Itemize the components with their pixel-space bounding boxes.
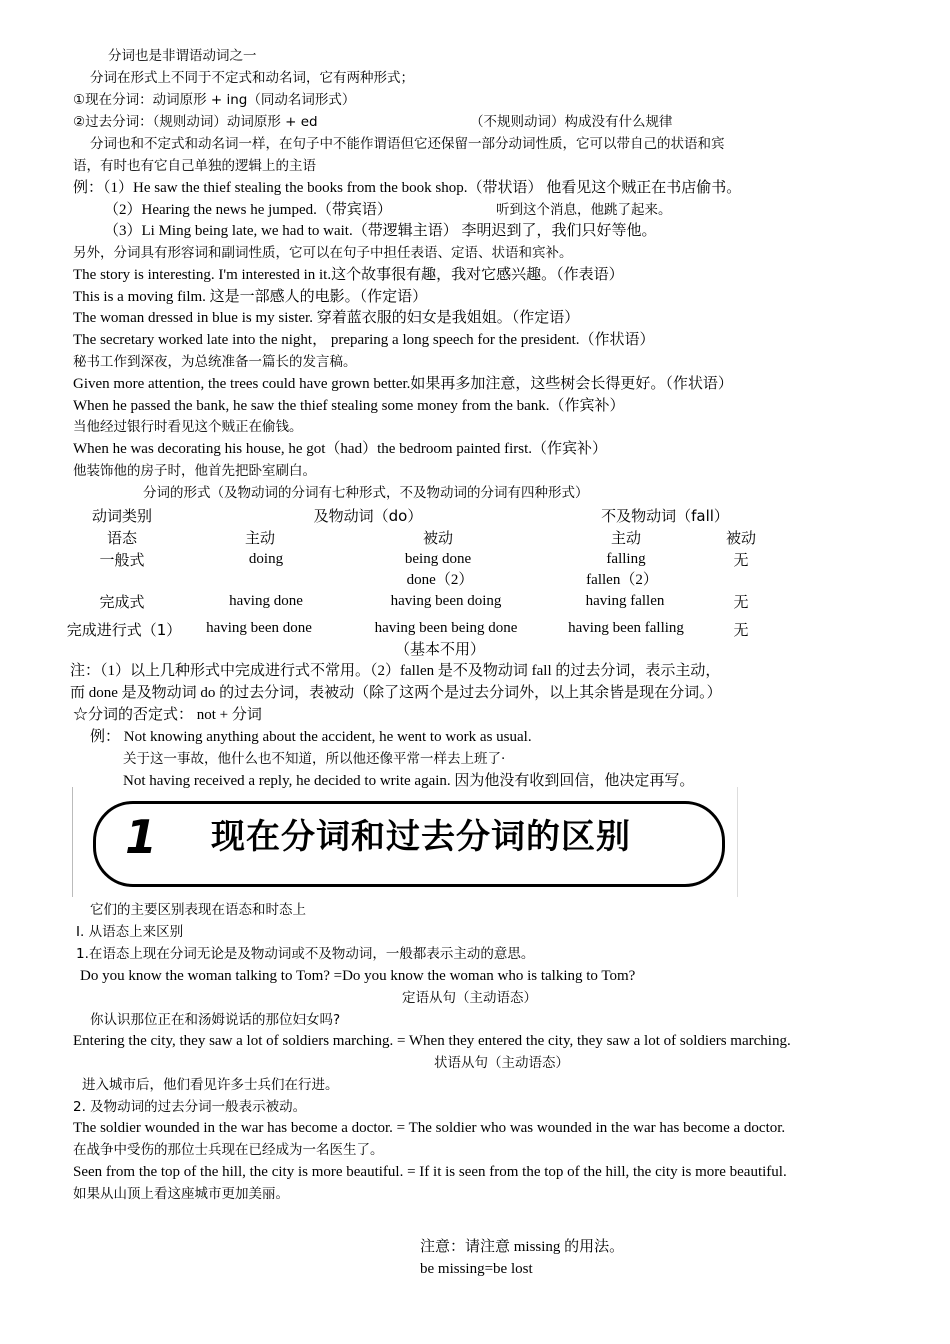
- row-pp-note: （基本不用）: [394, 640, 486, 658]
- functions-intro: 另外，分词具有形容词和副词性质，它可以在句子中担任表语、定语、状语和宾补。: [73, 245, 573, 261]
- function-adverbial-2: Given more attention, the trees could have grown better.如果再多加注意，这些树会长得更好。（作状语）: [73, 376, 733, 392]
- section-intro: 它们的主要区别表现在语态和时态上: [90, 902, 306, 918]
- function-attributive-2: The woman dressed in blue is my sister. 穿着蓝衣服的妇女是我姐姐。（作定语）: [73, 310, 580, 326]
- header-passive-trans: 被动: [422, 529, 454, 547]
- rule-1-example-2-translation: 进入城市后，他们看见许多士兵们在行进。: [82, 1077, 339, 1093]
- negative-example-2: Not having received a reply, he decided to write again. 因为他没有收到回信，他决定再写。: [123, 773, 695, 789]
- rule-2-example-2: Seen from the top of the hill, the city is more beautiful. = If it is seen from the top of the hill, the city is more beautiful.: [73, 1164, 787, 1180]
- row-simple-active-intrans-alt: fallen（2）: [586, 572, 658, 588]
- function-complement-1: When he passed the bank, he saw the thief stealing some money from the bank.（作宾补）: [73, 398, 625, 414]
- rule-2-example-1: The soldier wounded in the war has become a doctor. = The soldier who was wounded in the war has become a doctor.: [73, 1120, 786, 1136]
- banner-number: 1: [125, 810, 158, 864]
- rule-1-example-1: Do you know the woman talking to Tom? =Do you know the woman who is talking to Tom?: [80, 968, 636, 984]
- header-active-trans: 主动: [244, 529, 276, 547]
- example-1: 例：（1）He saw the thief stealing the books from the book shop.（带状语） 他看见这个贼正在书店偷书。: [73, 180, 742, 196]
- rule-2: 2. 及物动词的过去分词一般表示被动。: [73, 1099, 307, 1115]
- row-simple-passive-intrans: 无: [733, 551, 749, 569]
- row-simple-passive-trans: being done: [404, 551, 472, 567]
- row-pp-active-trans: having been done: [206, 620, 312, 636]
- header-intransitive: 不及物动词（fall）: [601, 507, 729, 525]
- function-complement-2: When he was decorating his house, he got（had）the bedroom painted first.（作宾补）: [73, 441, 608, 457]
- rule-2-example-2-translation: 如果从山顶上看这座城市更加美丽。: [73, 1186, 289, 1202]
- intro-line-3: ①现在分词：动词原形 + ing（同动名词形式）: [73, 92, 356, 108]
- function-complement-1-translation: 当他经过银行时看见这个贼正在偷钱。: [73, 419, 303, 435]
- function-attributive-1: This is a moving film. 这是一部感人的电影。（作定语）: [73, 289, 428, 305]
- header-transitive: 及物动词（do）: [313, 507, 423, 525]
- negative-example-1-translation: 关于这一事故，他什么也不知道，所以他还像平常一样去上班了·: [123, 751, 506, 767]
- rule-2-example-1-translation: 在战争中受伤的那位士兵现在已经成为一名医生了。: [73, 1142, 384, 1158]
- row-perfect-active-intrans: having fallen: [585, 593, 665, 609]
- header-verb-type: 动词类别: [91, 507, 153, 525]
- intro-line-5: 分词也和不定式和动名词一样，在句子中不能作谓语但它还保留一部分动词性质，它可以带自己的状语和宾: [90, 136, 725, 152]
- intro-line-4a: ②过去分词：（规则动词）动词原形 + ed: [73, 114, 318, 130]
- row-perfect-passive-trans: having been doing: [390, 593, 502, 609]
- header-voice: 语态: [106, 529, 138, 547]
- table-caption: 分词的形式（及物动词的分词有七种形式，不及物动词的分词有四种形式）: [143, 485, 589, 501]
- header-active-intrans: 主动: [610, 529, 642, 547]
- row-pp-passive-intrans: 无: [733, 621, 749, 639]
- negative-example-1: 例： Not knowing anything about the accident, he went to work as usual.: [90, 729, 532, 745]
- example-2: （2）Hearing the news he jumped.（带宾语）: [104, 202, 392, 218]
- section-heading-voice: Ⅰ. 从语态上来区别: [76, 924, 184, 940]
- missing-note: 注意：请注意 missing 的用法。: [420, 1239, 625, 1255]
- intro-line-6: 语，有时也有它自己单独的逻辑上的主语: [73, 158, 316, 174]
- intro-line-4b: （不规则动词）构成没有什么规律: [470, 114, 673, 130]
- function-predicative: The story is interesting. I'm interested in it.这个故事很有趣，我对它感兴趣。（作表语）: [73, 267, 624, 283]
- row-perfect-label: 完成式: [99, 593, 145, 611]
- row-simple-label: 一般式: [99, 551, 145, 569]
- intro-line-2: 分词在形式上不同于不定式和动名词，它有两种形式；: [90, 70, 414, 86]
- header-passive-intrans: 被动: [725, 529, 757, 547]
- missing-equivalence: be missing=be lost: [420, 1261, 533, 1277]
- row-perfect-progressive-label: 完成进行式（1）: [66, 621, 182, 639]
- rule-1-example-2: Entering the city, they saw a lot of soldiers marching. = When they entered the city, they saw a lot of soldiers marching.: [73, 1033, 791, 1049]
- function-adverbial-1-translation: 秘书工作到深夜，为总统准备一篇长的发言稿。: [73, 354, 357, 370]
- section-banner: [72, 787, 738, 897]
- intro-line-1: 分词也是非谓语动词之一: [108, 48, 257, 64]
- function-adverbial-1: The secretary worked late into the night， preparing a long speech for the president.（作状语）: [73, 332, 655, 348]
- row-simple-active-intrans: falling: [606, 551, 646, 567]
- row-pp-active-intrans: having been falling: [568, 620, 684, 636]
- example-3: （3）Li Ming being late, we had to wait.（带逻辑主语） 李明迟到了，我们只好等他。: [104, 223, 657, 239]
- note-line-1: 注：（1）以上几种形式中完成进行式不常用。（2）fallen 是不及物动词 fall 的过去分词，表示主动，: [70, 663, 721, 679]
- function-complement-2-translation: 他装饰他的房子时，他首先把卧室刷白。: [73, 463, 316, 479]
- rule-1-example-1-translation: 你认识那位正在和汤姆说话的那位妇女吗?: [90, 1012, 341, 1028]
- negative-form: ☆分词的否定式： not + 分词: [73, 707, 262, 723]
- row-perfect-active-trans: having done: [229, 593, 303, 609]
- row-perfect-passive-intrans: 无: [733, 593, 749, 611]
- row-pp-passive-trans: having been being done: [374, 620, 518, 636]
- rule-1-example-1-note: 定语从句（主动语态）: [402, 990, 537, 1006]
- row-simple-active-trans: doing: [248, 551, 284, 567]
- example-2-translation: 听到这个消息，他跳了起来。: [496, 202, 672, 218]
- rule-1: 1.在语态上现在分词无论是及物动词或不及物动词，一般都表示主动的意思。: [76, 946, 535, 962]
- rule-1-example-2-note: 状语从句（主动语态）: [434, 1055, 569, 1071]
- note-line-2: 而 done 是及物动词 do 的过去分词，表被动（除了这两个是过去分词外，以上其余皆是现在分词。）: [70, 685, 722, 701]
- row-simple-passive-trans-alt: done（2）: [406, 572, 474, 588]
- banner-title: 现在分词和过去分词的区别: [211, 817, 631, 857]
